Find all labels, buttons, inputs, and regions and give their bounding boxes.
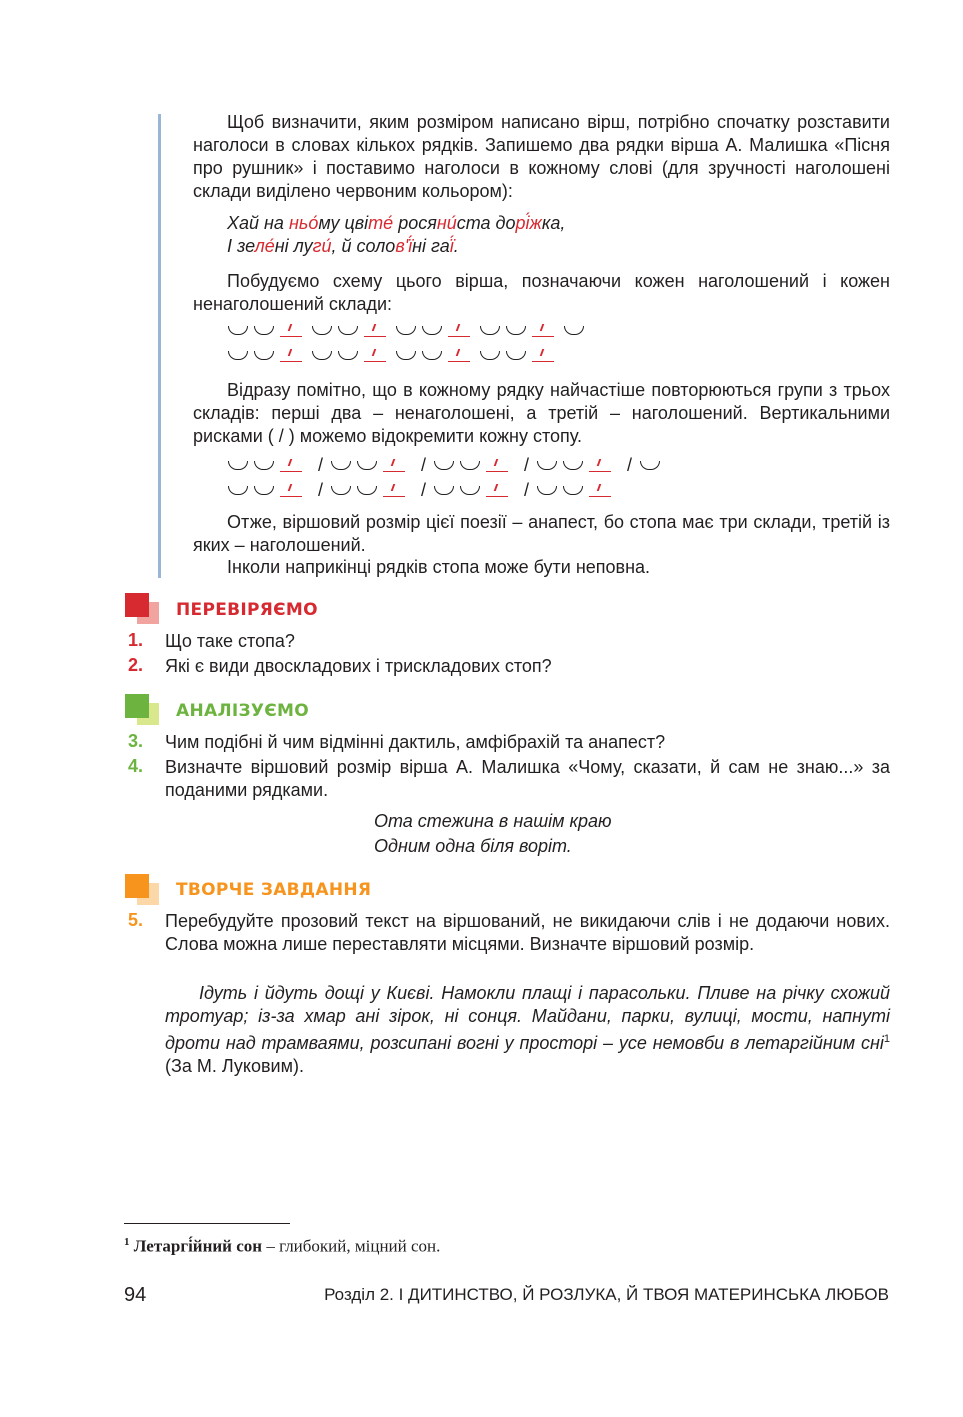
verse-text: , й соло xyxy=(331,236,396,256)
verse-text: ста до xyxy=(456,213,516,233)
verse-text: Хай на xyxy=(227,213,289,233)
analyze-section-icon xyxy=(125,694,149,718)
intro-paragraph-3: Відразу помітно, що в кожному рядку найчастіше повторюються групи з трьох складів: перші два – ненаголошені, а третій – наголошений. Вертикальними рисками ( / ) можемо відокремити кожну стопу. xyxy=(193,380,890,446)
verse-text: рося xyxy=(393,213,437,233)
running-title: Розділ 2. І ДИТИНСТВО, Й РОЗЛУКА, Й ТВОЯ МАТЕРИНСЬКА ЛЮБОВ xyxy=(324,1285,889,1304)
footnote-divider xyxy=(124,1223,290,1224)
question-number: 1. xyxy=(128,630,144,650)
stressed-syllable: ньо́ xyxy=(288,213,319,233)
verse-example xyxy=(227,212,565,258)
prose-excerpt xyxy=(165,982,890,1078)
verse-line-2 xyxy=(227,235,565,258)
question-text: Перебудуйте прозовий текст на віршований, не викидаючи слів і не додаючи нових. Слова можна лише переставляти місцями. Визначте віршовий розмір. xyxy=(165,911,890,954)
stressed-syllable: в'ї́ xyxy=(395,236,413,256)
footnote-number: 1 xyxy=(124,1236,130,1248)
section-heading-check: ПЕРЕВІРЯЄМО xyxy=(176,600,318,620)
intro-paragraph-4: Отже, віршовий розмір цієї поезії – анапест, бо стопа має три склади, третій із яких – наголошений. xyxy=(193,512,890,555)
footnote-term: Летаргі́йний сон xyxy=(133,1236,263,1256)
question-text: Визначте віршовий розмір вірша А. Малишка «Чому, сказати, й сам не знаю...» за поданими рядками. xyxy=(165,757,890,800)
check-section-icon xyxy=(125,593,149,617)
stressed-syllable: рі́ж xyxy=(515,213,542,233)
verse-text: ні лу xyxy=(274,236,313,256)
creative-section-icon xyxy=(125,874,149,898)
stressed-syllable: те́ xyxy=(368,213,394,233)
question-number: 5. xyxy=(128,910,144,930)
page-number: 94 xyxy=(124,1284,147,1306)
verse-text: І зе xyxy=(227,236,255,256)
feet-scheme-line-1: / / / / xyxy=(228,455,666,476)
question-text: Які є види двоскладових і трискладових стоп? xyxy=(165,656,552,676)
intro-paragraph-5: Інколи наприкінці рядків стопа може бути неповна. xyxy=(227,557,651,577)
section-heading-analyze: АНАЛІЗУЄМО xyxy=(176,701,310,721)
footnote-definition: – глибокий, міцний сон. xyxy=(262,1236,441,1256)
feet-scheme-line-2: / / / xyxy=(228,480,621,501)
question-number: 4. xyxy=(128,756,144,776)
question-text: Що таке стопа? xyxy=(165,631,295,651)
sidebar-rule xyxy=(158,114,161,578)
stressed-syllable: ле́ xyxy=(254,236,275,256)
metric-scheme-2 xyxy=(228,455,748,505)
metric-scheme-1 xyxy=(228,322,648,372)
footnote xyxy=(124,1236,440,1257)
verse-line-1 xyxy=(227,212,565,235)
footnote-marker: 1 xyxy=(883,1033,890,1045)
metric-scheme-line-2 xyxy=(228,347,564,365)
verse-text: ні га xyxy=(412,236,450,256)
intro-paragraph-1: Щоб визначити, яким розміром написано вірш, потрібно спочатку розставити наголоси в словах кількох рядків. Запишемо два рядки вірша А. Малишка «Пісня про рушник» і поставимо наголоси в кожному слові (для зручності наголошені склади виділено червоним кольором): xyxy=(193,112,890,201)
verse-text: . xyxy=(453,236,459,256)
verse-text: му цві xyxy=(318,213,369,233)
question-text: Чим подібні й чим відмінні дактиль, амфібрахій та анапест? xyxy=(165,732,666,752)
stressed-syllable: ни́ xyxy=(436,213,457,233)
prose-italic: Ідуть і йдуть дощі у Києві. Намокли плащі і парасольки. Пливе на річку схожий тротуар; із-за хмар ані зірок, ні сонця. Майдани, парки, вулиці, мости, напнуті дроти над трамваями, розсипані вогні у просторі – усе немовби в летаргійним сні xyxy=(165,983,890,1053)
poem-line-2: Одним одна біля воріт. xyxy=(374,836,572,856)
verse-text: ка, xyxy=(541,213,566,233)
prose-source: (За М. Луковим). xyxy=(165,1056,304,1076)
stressed-syllable: ги́ xyxy=(312,236,332,256)
section-heading-creative: ТВОРЧЕ ЗАВДАННЯ xyxy=(176,880,372,900)
question-number: 2. xyxy=(128,655,144,675)
poem-line-1: Ота стежина в нашім краю xyxy=(374,811,612,831)
poem-excerpt xyxy=(374,810,612,858)
metric-scheme-line-1 xyxy=(228,322,590,340)
intro-paragraph-2: Побудуємо схему цього вірша, позначаючи кожен наголошений і кожен ненаголошений склади: xyxy=(193,271,890,314)
stressed-syllable: ї́ xyxy=(449,236,454,256)
question-number: 3. xyxy=(128,731,144,751)
